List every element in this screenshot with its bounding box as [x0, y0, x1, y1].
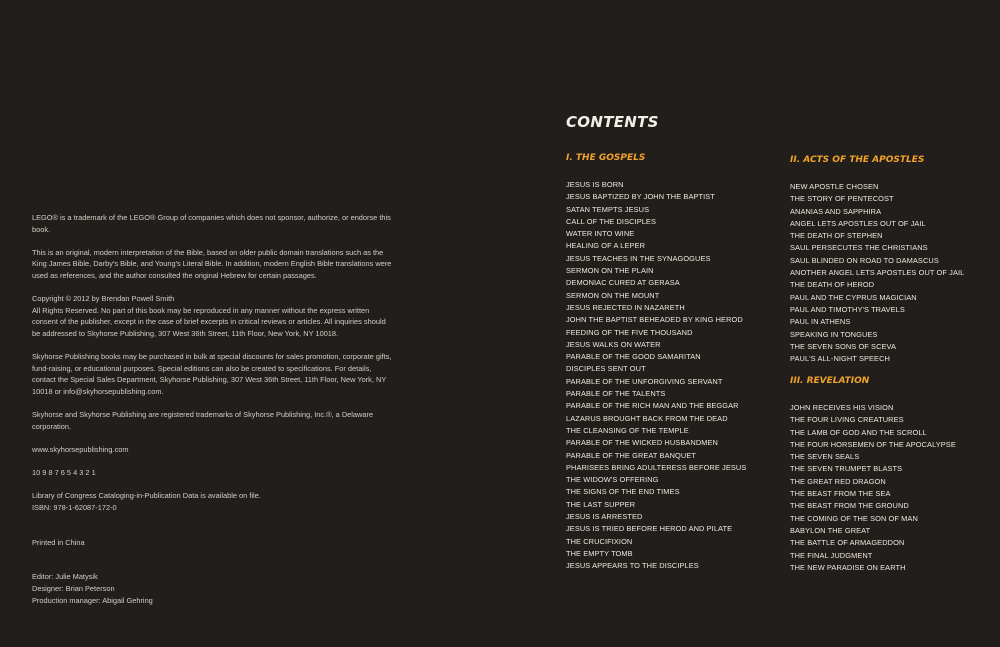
contents-entry: THE SEVEN SONS OF SCEVA — [790, 341, 897, 351]
translation-note: This is an original, modern interpretation of the Bible, based on older public domain translations such as the King James Bible, Darby's Bible, and Young's Literal Bible. In addition, modern English Bible translations were used as references, and the author consulted the original Hebrew for certain passages. — [32, 247, 392, 280]
contents-entry: THE FINAL JUDGMENT — [790, 550, 873, 560]
contents-entry: JESUS BAPTIZED BY JOHN THE BAPTIST — [566, 192, 715, 202]
contents-entry: ANANIAS AND SAPPHIRA — [790, 206, 882, 216]
contents-entry: JESUS WALKS ON WATER — [566, 339, 661, 349]
contents-entry: THE DEATH OF HEROD — [790, 280, 875, 290]
contents-entry: SERMON ON THE MOUNT — [566, 290, 660, 300]
contents-entry: PARABLE OF THE WICKED HUSBANDMEN — [566, 438, 718, 448]
contents-entry: JESUS REJECTED IN NAZARETH — [566, 302, 685, 312]
contents-entry: JOHN THE BAPTIST BEHEADED BY KING HEROD — [566, 315, 743, 325]
publisher-website: www.skyhorsepublishing.com — [32, 444, 129, 454]
contents-entry: JOHN RECEIVES HIS VISION — [790, 403, 894, 412]
contents-entry: DEMONIAC CURED AT GERASA — [566, 278, 680, 288]
contents-entry: CALL OF THE DISCIPLES — [566, 216, 656, 226]
contents-entry: SERMON ON THE PLAIN — [566, 266, 654, 276]
contents-entry: LAZARUS BROUGHT BACK FROM THE DEAD — [566, 413, 728, 423]
contents-entry: PAUL AND THE CYPRUS MAGICIAN — [790, 292, 917, 302]
contents-entry: JESUS IS TRIED BEFORE HEROD AND PILATE — [566, 524, 733, 534]
contents-entry: WATER INTO WINE — [566, 229, 635, 239]
section-heading: III. REVELATION — [790, 376, 870, 386]
contents-entry: JESUS IS BORN — [566, 180, 624, 189]
section-gospels — [566, 153, 746, 573]
contents-entry: THE WIDOW'S OFFERING — [566, 475, 659, 485]
printed-in: Printed in China — [32, 537, 85, 547]
contents-entry: THE SEVEN SEALS — [790, 452, 860, 462]
contents-entry: ANOTHER ANGEL LETS APOSTLES OUT OF JAIL — [790, 268, 965, 278]
credits: Editor: Julie Matysik Designer: Brian Peterson Production manager: Abigail Gehring — [32, 572, 153, 605]
contents-entry: THE BEAST FROM THE GROUND — [790, 501, 909, 511]
section-revelation — [790, 376, 956, 574]
spacer — [32, 560, 392, 572]
contents-entry: NEW APOSTLE CHOSEN — [790, 182, 879, 191]
contents-entry: THE CRUCIFIXION — [566, 536, 633, 546]
contents-entry: THE FOUR HORSEMEN OF THE APOCALYPSE — [790, 439, 956, 449]
contents-entry: SPEAKING IN TONGUES — [790, 329, 878, 339]
contents-entry: THE COMING OF THE SON OF MAN — [790, 513, 918, 523]
contents-entry: THE EMPTY TOMB — [566, 548, 633, 558]
printing-line: 10 9 8 7 6 5 4 3 2 1 — [32, 468, 96, 478]
contents-title: CONTENTS — [566, 113, 659, 131]
contents-entry: THE SIGNS OF THE END TIMES — [566, 487, 680, 497]
publisher-trademark: Skyhorse and Skyhorse Publishing are registered trademarks of Skyhorse Publishing, Inc.®, a Delaware corporation. — [32, 410, 374, 431]
contents-entry: HEALING OF A LEPER — [566, 241, 646, 251]
contents-entry: PAUL IN ATHENS — [790, 317, 851, 327]
contents-entry: BABYLON THE GREAT — [790, 525, 871, 535]
contents-entry: THE BEAST FROM THE SEA — [790, 489, 891, 499]
contents-entry: THE GREAT RED DRAGON — [790, 476, 886, 486]
contents-entry: PARABLE OF THE RICH MAN AND THE BEGGAR — [566, 401, 739, 411]
entry-list — [566, 179, 746, 573]
contents-entry: JESUS TEACHES IN THE SYNAGOGUES — [566, 253, 711, 263]
contents-entry: PHARISEES BRING ADULTERESS BEFORE JESUS — [566, 462, 747, 472]
contents-entry: PAUL'S ALL-NIGHT SPEECH — [790, 354, 890, 364]
contents-entry: THE SEVEN TRUMPET BLASTS — [790, 464, 903, 474]
contents-entry: THE FOUR LIVING CREATURES — [790, 415, 904, 425]
contents-entry: DISCIPLES SENT OUT — [566, 364, 646, 374]
contents-entry: THE STORY OF PENTECOST — [790, 194, 894, 204]
contents-entry: THE LAMB OF GOD AND THE SCROLL — [790, 427, 927, 437]
contents-entry: PARABLE OF THE UNFORGIVING SERVANT — [566, 376, 723, 386]
entry-list — [790, 402, 956, 574]
section-heading: II. ACTS OF THE APOSTLES — [790, 155, 925, 165]
contents-entry: THE BATTLE OF ARMAGEDDON — [790, 538, 905, 548]
contents-entry: PAUL AND TIMOTHY'S TRAVELS — [790, 304, 905, 314]
copyright-page — [32, 212, 392, 618]
contents-entry: PARABLE OF THE GREAT BANQUET — [566, 450, 696, 460]
contents-entry: JESUS IS ARRESTED — [566, 512, 643, 522]
spacer — [32, 525, 392, 537]
entry-list — [790, 181, 964, 365]
contents-entry: FEEDING OF THE FIVE THOUSAND — [566, 327, 693, 337]
contents-entry: SAUL BLINDED ON ROAD TO DAMASCUS — [790, 255, 939, 265]
contents-entry: THE LAST SUPPER — [566, 499, 636, 509]
contents-entry: PARABLE OF THE GOOD SAMARITAN — [566, 352, 701, 362]
copyright-notice: Copyright © 2012 by Brendan Powell Smith All Rights Reserved. No part of this book may be reproduced in any manner without the express written consent of the publisher, except in the case of brief excerpts in critical reviews or articles. All inquiries should be addressed to Skyhorse Publishing, 307 West 36th Street, 11th Floor, New York, NY 10018. — [32, 294, 386, 338]
contents-entry: SAUL PERSECUTES THE CHRISTIANS — [790, 243, 928, 253]
section-heading: I. THE GOSPELS — [566, 153, 646, 163]
contents-entry: THE NEW PARADISE ON EARTH — [790, 562, 906, 572]
bulk-sales-note: Skyhorse Publishing books may be purchased in bulk at special discounts for sales promotion, corporate gifts, fund-raising, or educational purposes. Special editions can also be created to specifications. For details, contact the Special Sales Department, Skyhorse Publishing, 307 West 36th Street, 11th Floor, New York, NY 10018 or info@skyhorsepublishing.com. — [32, 352, 392, 396]
section-acts — [790, 155, 964, 365]
contents-entry: SATAN TEMPTS JESUS — [566, 204, 650, 214]
contents-entry: JESUS APPEARS TO THE DISCIPLES — [566, 561, 699, 571]
contents-entry: ANGEL LETS APOSTLES OUT OF JAIL — [790, 218, 926, 228]
contents-entry: PARABLE OF THE TALENTS — [566, 389, 666, 399]
trademark-notice: LEGO® is a trademark of the LEGO® Group of companies which does not sponsor, authorize, or endorse this book. — [32, 213, 391, 234]
cip-isbn: Library of Congress Cataloging-in-Publication Data is available on file. ISBN: 978-1-62087-172-0 — [32, 491, 261, 512]
contents-entry: THE CLEANSING OF THE TEMPLE — [566, 425, 689, 435]
contents-entry: THE DEATH OF STEPHEN — [790, 231, 883, 241]
